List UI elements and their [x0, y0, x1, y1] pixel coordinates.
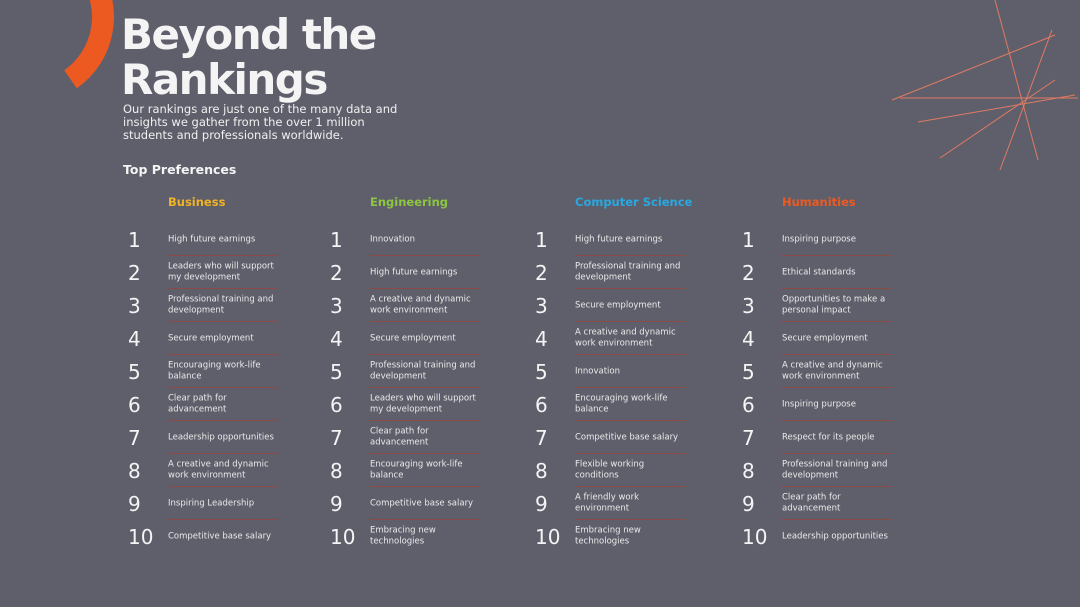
rank-number: 8 — [330, 458, 343, 483]
ranking-row — [330, 223, 520, 256]
rank-number: 7 — [330, 425, 343, 450]
preference-label: Encouraging work-life balance — [575, 393, 668, 415]
rank-number: 8 — [535, 458, 548, 483]
rank-number: 4 — [742, 326, 755, 351]
preference-label: Secure employment — [370, 332, 456, 343]
rank-number: 2 — [330, 260, 343, 285]
orange-arc-decoration — [0, 0, 128, 118]
ranking-row — [128, 355, 318, 388]
preference-label: Professional training and development — [370, 360, 476, 382]
preference-label: Leadership opportunities — [782, 530, 888, 541]
ranking-row — [742, 289, 932, 322]
preference-label: A creative and dynamic work environment — [370, 294, 471, 316]
rank-number: 1 — [128, 227, 141, 252]
rank-number: 10 — [330, 524, 356, 549]
ranking-row — [330, 421, 520, 454]
section-label: Top Preferences — [123, 162, 237, 177]
ranking-row — [742, 388, 932, 421]
rank-number: 3 — [330, 293, 343, 318]
category-column-computer-science — [535, 195, 725, 553]
ranking-row — [128, 520, 318, 553]
ranking-row — [535, 223, 725, 256]
ranking-row — [742, 487, 932, 520]
preference-label: High future earnings — [168, 233, 256, 244]
ranking-row — [330, 289, 520, 322]
rank-number: 10 — [742, 524, 768, 549]
category-heading: Computer Science — [575, 195, 693, 209]
ranking-row — [128, 421, 318, 454]
preference-label: Innovation — [575, 365, 621, 376]
rank-number: 4 — [330, 326, 343, 351]
rank-number: 9 — [742, 491, 755, 516]
preference-label: High future earnings — [575, 233, 663, 244]
preference-label: Leadership opportunities — [168, 431, 274, 442]
rank-number: 2 — [128, 260, 141, 285]
preference-label: Inspiring purpose — [782, 233, 856, 244]
rank-number: 7 — [128, 425, 141, 450]
preference-label: Secure employment — [575, 299, 661, 310]
rank-number: 9 — [535, 491, 548, 516]
rank-number: 10 — [128, 524, 154, 549]
ranking-row — [742, 520, 932, 553]
category-heading: Business — [168, 195, 226, 209]
subtitle: Our rankings are just one of the many data and insights we gather from the over 1 million students and professionals worldwide. — [123, 102, 398, 142]
preference-label: Clear path for advancement — [782, 492, 841, 514]
rank-number: 6 — [128, 392, 141, 417]
rank-number: 5 — [330, 359, 343, 384]
preference-label: Leaders who will support my development — [168, 261, 274, 283]
ranking-row — [128, 388, 318, 421]
preference-label: Clear path for advancement — [370, 426, 429, 448]
category-heading: Engineering — [370, 195, 449, 209]
preference-label: Professional training and development — [782, 459, 888, 481]
category-column-business — [128, 195, 318, 553]
ranking-row — [330, 520, 520, 553]
rank-number: 7 — [742, 425, 755, 450]
ranking-row — [128, 454, 318, 487]
rank-number: 6 — [535, 392, 548, 417]
preference-label: Competitive base salary — [575, 431, 679, 442]
preference-label: A friendly work environment — [575, 492, 640, 514]
preference-label: Respect for its people — [782, 431, 875, 442]
preference-label: Innovation — [370, 233, 416, 244]
preference-label: Clear path for advancement — [168, 393, 227, 415]
preference-label: Ethical standards — [782, 266, 856, 277]
rank-number: 9 — [330, 491, 343, 516]
ranking-row — [128, 256, 318, 289]
rank-number: 1 — [330, 227, 343, 252]
ranking-row — [535, 454, 725, 487]
ranking-row — [330, 355, 520, 388]
rank-number: 5 — [742, 359, 755, 384]
ranking-row — [330, 487, 520, 520]
ranking-row — [535, 256, 725, 289]
preference-label: Professional training and development — [168, 294, 274, 316]
rank-number: 5 — [128, 359, 141, 384]
ranking-row — [535, 388, 725, 421]
preference-label: High future earnings — [370, 266, 458, 277]
title-line-1: Beyond the — [121, 10, 376, 59]
page-title — [121, 12, 376, 102]
ranking-row — [742, 223, 932, 256]
preference-label: A creative and dynamic work environment — [168, 459, 269, 481]
rank-number: 2 — [742, 260, 755, 285]
ranking-row — [535, 289, 725, 322]
preference-label: Encouraging work-life balance — [370, 459, 463, 481]
rank-number: 3 — [535, 293, 548, 318]
rank-number: 2 — [535, 260, 548, 285]
rank-number: 6 — [742, 392, 755, 417]
ranking-row — [742, 355, 932, 388]
ranking-row — [330, 256, 520, 289]
decorative-lines — [880, 0, 1080, 180]
rank-number: 8 — [128, 458, 141, 483]
ranking-row — [128, 223, 318, 256]
rank-number: 5 — [535, 359, 548, 384]
ranking-row — [535, 487, 725, 520]
rank-number: 10 — [535, 524, 561, 549]
preference-label: Secure employment — [782, 332, 868, 343]
ranking-row — [128, 322, 318, 355]
preference-label: Embracing new technologies — [575, 525, 641, 547]
rank-number: 9 — [128, 491, 141, 516]
preference-label: Competitive base salary — [370, 497, 474, 508]
preference-label: Inspiring purpose — [782, 398, 856, 409]
rank-number: 4 — [128, 326, 141, 351]
ranking-row — [535, 421, 725, 454]
preference-label: Professional training and development — [575, 261, 681, 283]
ranking-row — [742, 454, 932, 487]
preference-label: Inspiring Leadership — [168, 497, 255, 508]
ranking-row — [128, 487, 318, 520]
category-heading: Humanities — [782, 195, 856, 209]
ranking-row — [535, 355, 725, 388]
rank-number: 1 — [742, 227, 755, 252]
rank-number: 1 — [535, 227, 548, 252]
ranking-row — [742, 421, 932, 454]
category-column-engineering — [330, 195, 520, 553]
ranking-row — [535, 322, 725, 355]
preference-label: Flexible working conditions — [575, 459, 645, 481]
rank-number: 3 — [128, 293, 141, 318]
category-column-humanities — [742, 195, 932, 553]
ranking-row — [330, 454, 520, 487]
rank-number: 8 — [742, 458, 755, 483]
ranking-row — [535, 520, 725, 553]
preference-label: Opportunities to make a personal impact — [782, 294, 886, 316]
preference-label: A creative and dynamic work environment — [575, 327, 676, 349]
title-line-2: Rankings — [121, 55, 327, 104]
ranking-row — [742, 322, 932, 355]
preference-label: A creative and dynamic work environment — [782, 360, 883, 382]
preference-label: Secure employment — [168, 332, 254, 343]
ranking-row — [128, 289, 318, 322]
preference-label: Embracing new technologies — [370, 525, 436, 547]
ranking-row — [330, 322, 520, 355]
ranking-row — [742, 256, 932, 289]
ranking-row — [330, 388, 520, 421]
rank-number: 4 — [535, 326, 548, 351]
preference-label: Encouraging work-life balance — [168, 360, 261, 382]
preference-label: Competitive base salary — [168, 530, 272, 541]
rank-number: 6 — [330, 392, 343, 417]
preference-label: Leaders who will support my development — [370, 393, 476, 415]
rank-number: 3 — [742, 293, 755, 318]
rank-number: 7 — [535, 425, 548, 450]
